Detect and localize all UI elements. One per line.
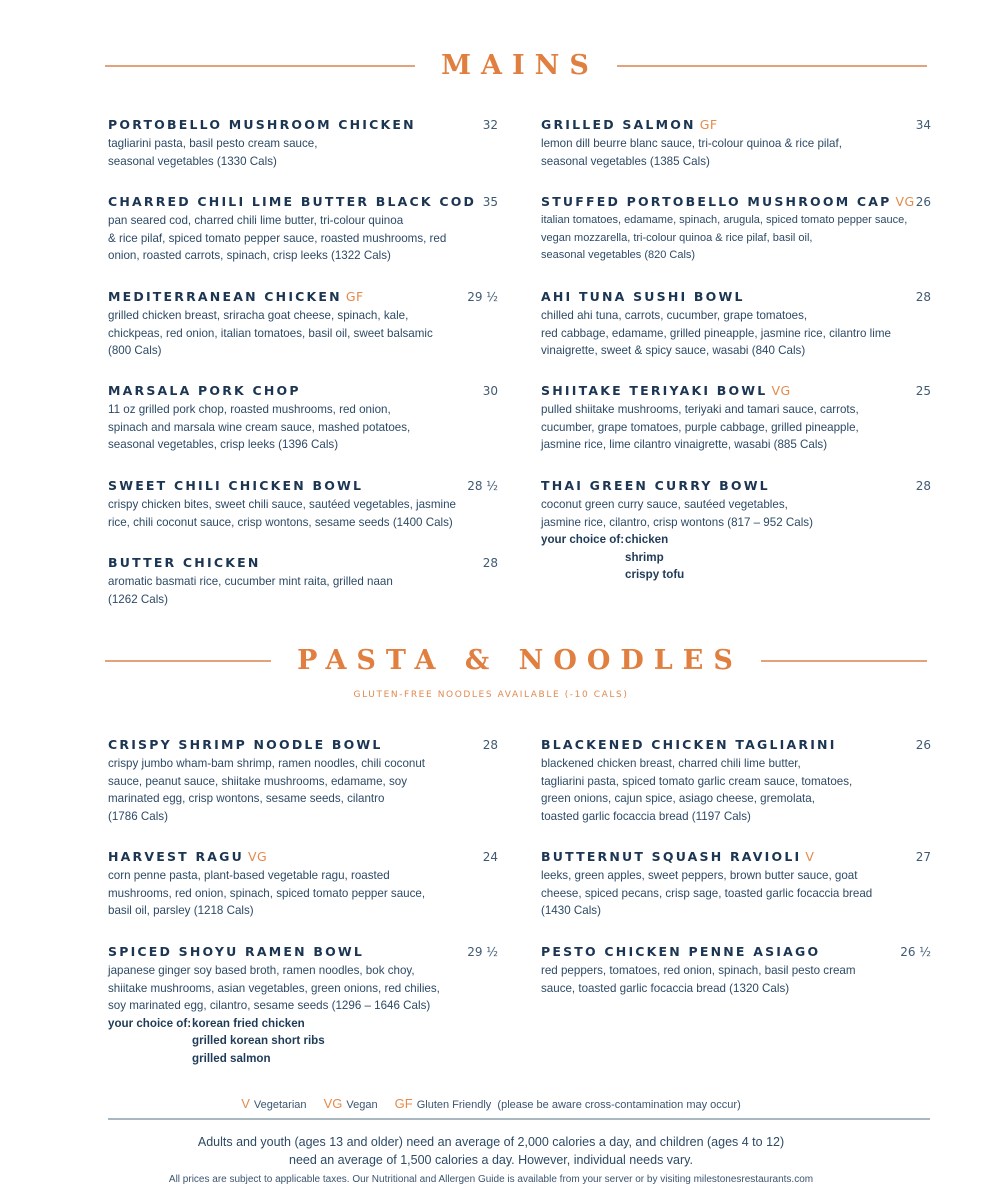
header-rule-left — [105, 65, 415, 67]
item-name: AHI TUNA SUSHI BOWL — [541, 289, 745, 304]
item-name: MEDITERRANEAN CHICKEN GF — [108, 289, 364, 304]
menu-item — [541, 289, 931, 360]
item-name: THAI GREEN CURRY BOWL — [541, 478, 770, 493]
menu-item — [108, 383, 498, 454]
item-name: PESTO CHICKEN PENNE ASIAGO — [541, 944, 821, 959]
item-price: 29 ½ — [467, 290, 498, 304]
dietary-tag: GF — [345, 289, 364, 304]
item-price: 25 — [915, 384, 931, 398]
header-rule-right — [761, 660, 927, 662]
header-rule-right — [617, 65, 927, 67]
menu-item — [541, 478, 931, 584]
menu-item — [108, 194, 498, 265]
choice-list — [108, 1015, 498, 1068]
gluten-free-note: GLUTEN-FREE NOODLES AVAILABLE (-10 CALS) — [353, 690, 629, 700]
menu-item — [541, 737, 931, 825]
item-description: red peppers, tomatoes, red onion, spinach, basil pesto cream sauce, toasted garlic focaccia bread (1320 Cals) — [541, 964, 856, 995]
item-name: SWEET CHILI CHICKEN BOWL — [108, 478, 364, 493]
menu-item — [541, 944, 931, 997]
item-description: lemon dill beurre blanc sauce, tri-colour quinoa & rice pilaf, seasonal vegetables (1385 Cals) — [541, 137, 842, 168]
menu-item — [108, 849, 498, 920]
item-price: 30 — [482, 384, 498, 398]
item-name: CRISPY SHRIMP NOODLE BOWL — [108, 737, 383, 752]
item-price: 26 — [915, 195, 931, 209]
item-name: BLACKENED CHICKEN TAGLIARINI — [541, 737, 837, 752]
item-description: coconut green curry sauce, sautéed vegetables, jasmine rice, cilantro, crisp wontons (817 – 952 Cals) — [541, 498, 813, 529]
menu-item — [108, 737, 498, 825]
menu-item — [108, 117, 498, 170]
choice-option: grilled salmon — [192, 1051, 271, 1065]
menu-item — [541, 383, 931, 454]
item-price: 24 — [482, 850, 498, 864]
dietary-tag: VG — [895, 194, 915, 209]
choice-label: your choice of: — [541, 533, 625, 546]
item-description: leeks, green apples, sweet peppers, brown butter sauce, goat cheese, spiced pecans, crisp sage, toasted garlic focaccia bread (1430 Cals) — [541, 869, 873, 917]
choice-option: chicken — [625, 533, 669, 546]
calorie-note: Adults and youth (ages 13 and older) need an average of 2,000 calories a day, and children (ages 4 to 12) need an average of 1,500 calories a day. However, individual needs vary. — [197, 1135, 785, 1167]
dietary-legend — [0, 1096, 982, 1111]
item-name: SHIITAKE TERIYAKI BOWL VG — [541, 383, 791, 398]
item-price: 34 — [915, 118, 931, 132]
legend-key: V — [241, 1096, 250, 1111]
item-description: japanese ginger soy based broth, ramen noodles, bok choy, shiitake mushrooms, asian vegetables, green onions, red chilies, soy marinated egg, cilantro, sesame seeds (1296 – 1646 Cals) — [108, 964, 440, 1012]
item-name: STUFFED PORTOBELLO MUSHROOM CAP VG — [541, 194, 915, 209]
menu-item — [108, 944, 498, 1067]
dietary-tag: VG — [247, 849, 268, 864]
menu-item — [108, 555, 498, 608]
item-description: grilled chicken breast, sriracha goat cheese, spinach, kale, chickpeas, red onion, italian tomatoes, basil oil, sweet balsamic (800 Cals) — [108, 309, 433, 357]
item-price: 26 ½ — [900, 945, 931, 959]
item-price: 35 — [482, 195, 498, 209]
pasta-section-header — [105, 645, 927, 676]
item-price: 28 — [482, 556, 498, 570]
legend-label: Vegetarian — [253, 1099, 307, 1111]
tax-note: All prices are subject to applicable taxes. Our Nutritional and Allergen Guide is available from your server or by visiting milestonesrestaurants.com — [168, 1174, 814, 1185]
item-name: CHARRED CHILI LIME BUTTER BLACK COD — [108, 194, 477, 209]
item-name: HARVEST RAGU VG — [108, 849, 268, 864]
item-description: 11 oz grilled pork chop, roasted mushrooms, red onion, spinach and marsala wine cream sauce, mashed potatoes, seasonal vegetables, crisp leeks (1396 Cals) — [108, 403, 411, 451]
footer-divider — [108, 1118, 930, 1120]
dietary-tag: GF — [699, 117, 718, 132]
menu-item — [541, 117, 931, 170]
legend-note: (please be aware cross-contamination may occur) — [497, 1099, 741, 1111]
item-price: 26 — [915, 738, 931, 752]
item-description: corn penne pasta, plant-based vegetable ragu, roasted mushrooms, red onion, spinach, spiced tomato pepper sauce, basil oil, parsley (1218 Cals) — [108, 869, 426, 917]
mains-section-header — [105, 50, 927, 81]
dietary-tag: V — [805, 849, 815, 864]
item-price: 28 — [915, 479, 931, 493]
legend-key: GF — [394, 1096, 413, 1111]
menu-item — [108, 478, 498, 531]
item-name: BUTTERNUT SQUASH RAVIOLI V — [541, 849, 815, 864]
dietary-tag: VG — [771, 383, 791, 398]
item-description: italian tomatoes, edamame, spinach, arugula, spiced tomato pepper sauce, vegan mozzarella, tri-colour quinoa & rice pilaf, basil oil, seasonal vegetables (820 Cals) — [541, 214, 908, 261]
menu-item — [108, 289, 498, 360]
item-name: GRILLED SALMON GF — [541, 117, 718, 132]
item-description: blackened chicken breast, charred chili lime butter, tagliarini pasta, spiced tomato garlic cream sauce, tomatoes, green onions, cajun spice, asiago cheese, gremolata, toasted garlic focaccia bread (1197 Cals) — [541, 757, 853, 823]
item-price: 28 — [915, 290, 931, 304]
item-description: tagliarini pasta, basil pesto cream sauce, seasonal vegetables (1330 Cals) — [108, 137, 318, 168]
item-name: PORTOBELLO MUSHROOM CHICKEN — [108, 117, 416, 132]
header-rule-left — [105, 660, 271, 662]
item-price: 28 ½ — [467, 479, 498, 493]
item-price: 32 — [482, 118, 498, 132]
choice-label: your choice of: — [108, 1016, 192, 1030]
item-name: SPICED SHOYU RAMEN BOWL — [108, 944, 365, 959]
legend-label: Gluten Friendly — [416, 1099, 492, 1111]
item-description: crispy jumbo wham-bam shrimp, ramen noodles, chili coconut sauce, peanut sauce, shiitake mushrooms, edamame, soy marinated egg, crisp wontons, sesame seeds, cilantro (1786 Cals) — [108, 757, 426, 823]
choice-list — [541, 531, 931, 584]
legend-key: VG — [323, 1096, 343, 1111]
choice-option: korean fried chicken — [192, 1016, 305, 1030]
legend-label: Vegan — [346, 1099, 378, 1111]
item-name: BUTTER CHICKEN — [108, 555, 261, 570]
item-description: crispy chicken bites, sweet chili sauce, sautéed vegetables, jasmine rice, chili coconut sauce, crisp wontons, sesame seeds (1400 Cals) — [108, 498, 456, 529]
pasta-title: PASTA & NOODLES — [297, 645, 743, 676]
item-description: aromatic basmati rice, cucumber mint raita, grilled naan (1262 Cals) — [108, 575, 393, 606]
item-price: 28 — [482, 738, 498, 752]
choice-option: shrimp — [625, 550, 664, 564]
item-price: 29 ½ — [467, 945, 498, 959]
item-name: MARSALA PORK CHOP — [108, 383, 301, 398]
choice-option: crispy tofu — [625, 568, 685, 581]
item-description: chilled ahi tuna, carrots, cucumber, grape tomatoes, red cabbage, edamame, grilled pineapple, jasmine rice, cilantro lime vinaigrette, sweet & spicy sauce, wasabi (840 Cals) — [541, 309, 891, 357]
mains-title: MAINS — [441, 50, 599, 81]
menu-item — [541, 849, 931, 920]
item-description: pulled shiitake mushrooms, teriyaki and tamari sauce, carrots, cucumber, grape tomatoes, purple cabbage, grilled pineapple, jasmine rice, lime cilantro vinaigrette, wasabi (885 Cals) — [541, 403, 859, 451]
item-description: pan seared cod, charred chili lime butter, tri-colour quinoa & rice pilaf, spiced tomato pepper sauce, roasted mushrooms, red onion, roasted carrots, spinach, crisp leeks (1322 Cals) — [108, 214, 447, 262]
menu-item — [541, 194, 931, 265]
choice-option: grilled korean short ribs — [192, 1034, 325, 1047]
item-price: 27 — [915, 850, 931, 864]
